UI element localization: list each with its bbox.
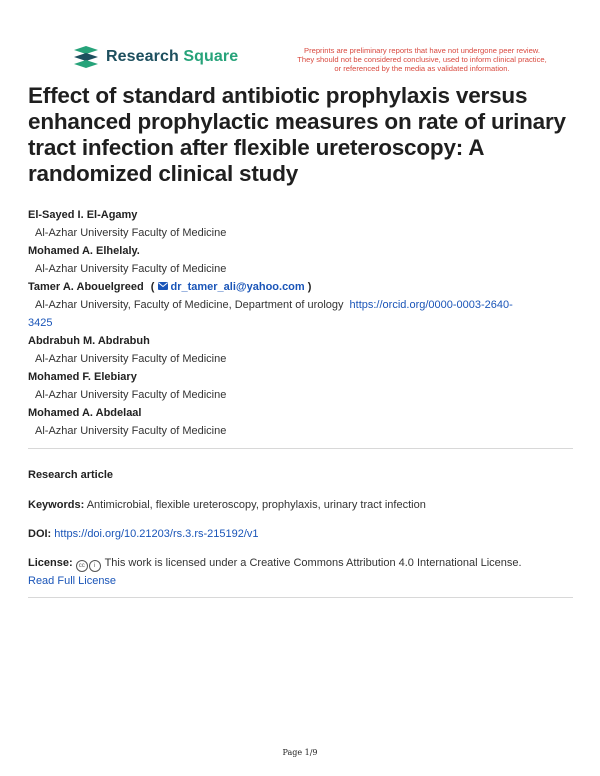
orcid-link[interactable]: https://orcid.org/0000-0003-2640-	[349, 299, 513, 311]
header	[72, 44, 552, 78]
research-square-logo[interactable]	[72, 44, 238, 70]
author-affiliation: Al-Azhar University Faculty of Medicine	[35, 389, 227, 401]
page-number: Page 1/9	[282, 748, 318, 757]
author-list	[28, 206, 573, 440]
license	[28, 554, 573, 590]
author-name: Abdrabuh M. Abdrabuh	[28, 335, 150, 347]
cc-icon: cc	[76, 560, 88, 572]
author-name: Mohamed A. Abdelaal	[28, 407, 142, 419]
license-label: License:	[28, 557, 73, 569]
author-affiliation: Al-Azhar University Faculty of Medicine	[35, 353, 227, 365]
logo-text: Research Square	[106, 48, 239, 65]
corresponding-author: Tamer A. Abouelgreed ( dr_tamer_ali@yahoo.com )	[28, 281, 312, 293]
author-affiliation: Al-Azhar University Faculty of Medicine	[35, 227, 227, 239]
author-name: El-Sayed I. El-Agamy	[28, 209, 138, 221]
envelope-icon	[158, 282, 168, 290]
keywords	[28, 496, 573, 514]
preprint-notice: Preprints are preliminary reports that have not undergone peer review. They should not be considered conclusive, used to inform clinical practice, or referenced by the media as validated information.	[297, 46, 547, 73]
author-affiliation: Al-Azhar University Faculty of Medicine	[35, 263, 227, 275]
attribution-icon: i	[89, 560, 101, 572]
author-affiliation: Al-Azhar University Faculty of Medicine	[35, 425, 227, 437]
author-name: Mohamed A. Elhelaly.	[28, 245, 140, 257]
doi-label: DOI:	[28, 528, 52, 540]
license-text: This work is licensed under a Creative Commons Attribution 4.0 International License.	[104, 557, 522, 569]
research-square-logo-icon	[72, 44, 100, 70]
article-type: Research article	[28, 469, 113, 481]
doi	[28, 525, 573, 543]
divider	[28, 597, 573, 598]
read-full-license-link[interactable]: Read Full License	[28, 575, 117, 587]
keywords-value: Antimicrobial, flexible ureteroscopy, prophylaxis, urinary tract infection	[86, 499, 426, 511]
orcid-link-cont[interactable]: 3425	[28, 317, 53, 329]
paper-title: Effect of standard antibiotic prophylaxis versus enhanced prophylactic measures on rate of urinary tract infection after flexible ureteroscopy: A randomized clinical study	[28, 83, 566, 186]
author-affiliation: Al-Azhar University, Faculty of Medicine, Department of urology https://orcid.org/0000-0003-2640-	[35, 299, 513, 311]
doi-link[interactable]: https://doi.org/10.21203/rs.3.rs-215192/v1	[54, 528, 259, 540]
keywords-label: Keywords:	[28, 499, 85, 511]
email-link[interactable]: dr_tamer_ali@yahoo.com	[154, 281, 304, 293]
divider	[28, 448, 573, 449]
author-name: Mohamed F. Elebiary	[28, 371, 137, 383]
